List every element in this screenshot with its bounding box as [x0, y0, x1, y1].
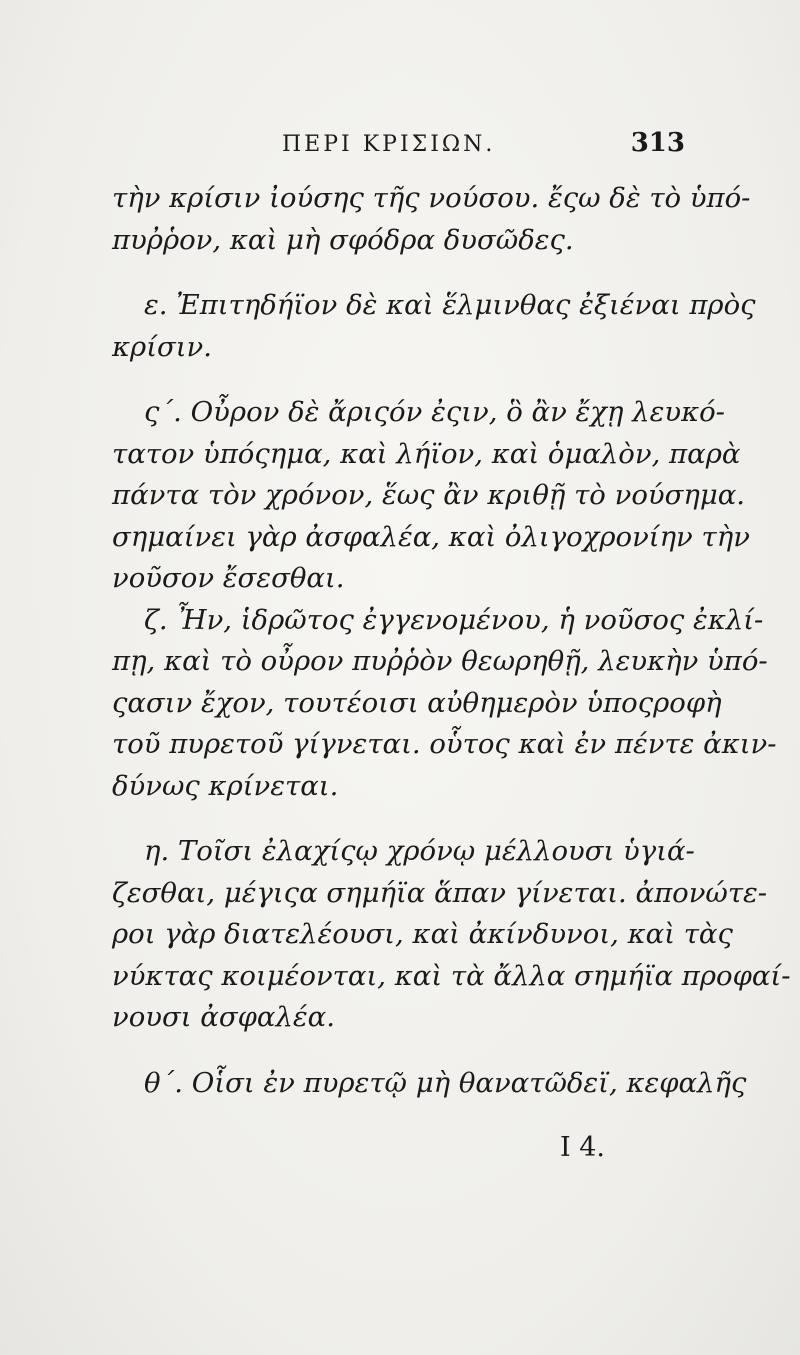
paragraph [112, 1063, 747, 1105]
text-line: κρίσιν. [112, 330, 212, 363]
text-line: νουσι ἀσφαλέα. [112, 1001, 335, 1033]
text-line: ε. Ἐπιτηδήϊον δὲ καὶ ἕλμινθας ἐξιέναι πρὸς [144, 289, 756, 321]
text-line: ςασιν ἔχον, τουτέοισι αὐθημερὸν ὑποςροφὴ [112, 686, 722, 719]
paragraph [112, 178, 751, 261]
text-line: νύκτας κοιμέονται, καὶ τὰ ἄλλα σημήϊα προφαί- [112, 959, 791, 992]
text-line: ζεσθαι, μέγιςα σημήϊα ἅπαν γίνεται. ἀπονώτε- [112, 876, 768, 909]
text-line: θ΄. Οἷσι ἐν πυρετῷ μὴ θανατῶδεϊ, κεφαλῆς [144, 1066, 747, 1099]
text-line: νοῦσον ἔσεσθαι. [112, 562, 345, 594]
paragraph [112, 831, 791, 1039]
text-line: ροι γὰρ διατελέουσι, καὶ ἀκίνδυνοι, καὶ τὰς [112, 918, 733, 950]
text-line: ζ. Ἦν, ἱδρῶτος ἐγγενομένου, ἡ νοῦσος ἐκλί- [144, 603, 764, 636]
text-line: ς΄. Οὖρον δὲ ἄριςόν ἐςιν, ὃ ἂν ἔχῃ λευκό- [144, 396, 725, 428]
text-line: πυῤῥον, καὶ μὴ σφόδρα δυσῶδες. [112, 223, 574, 256]
text-line: σημαίνει γὰρ ἀσφαλέα, καὶ ὀλιγοχρονίην τὴν [112, 520, 750, 553]
text-line: τοῦ πυρετοῦ γίγνεται. οὗτος καὶ ἐν πέντε ἀκιν- [112, 728, 777, 760]
text-line: πῃ, καὶ τὸ οὖρον πυῤῥὸν θεωρηθῇ, λευκὴν ὑπό- [112, 645, 768, 677]
text-line: τὴν κρίσιν ἰούσης τῆς νούσου. ἔςω δὲ τὸ ὑπό- [112, 182, 751, 214]
text-line: η. Τοῖσι ἐλαχίςῳ χρόνῳ μέλλουσι ὑγιά- [144, 835, 695, 867]
paragraph [112, 392, 777, 807]
text-line: τατον ὑπόςημα, καὶ λήϊον, καὶ ὁμαλὸν, παρὰ [112, 437, 741, 470]
page-header [112, 128, 687, 168]
text-line: δύνως κρίνεται. [112, 769, 339, 802]
text-line: πάντα τὸν χρόνον, ἕως ἂν κριθῇ τὸ νούσημα. [112, 479, 746, 511]
running-title: ΠΕΡΙ ΚΡΙΣΙΩΝ. [282, 132, 496, 157]
page-number: 313 [630, 128, 685, 158]
body-text [112, 178, 791, 1104]
signature-mark: I 4. [560, 1132, 606, 1163]
paragraph [112, 285, 756, 368]
